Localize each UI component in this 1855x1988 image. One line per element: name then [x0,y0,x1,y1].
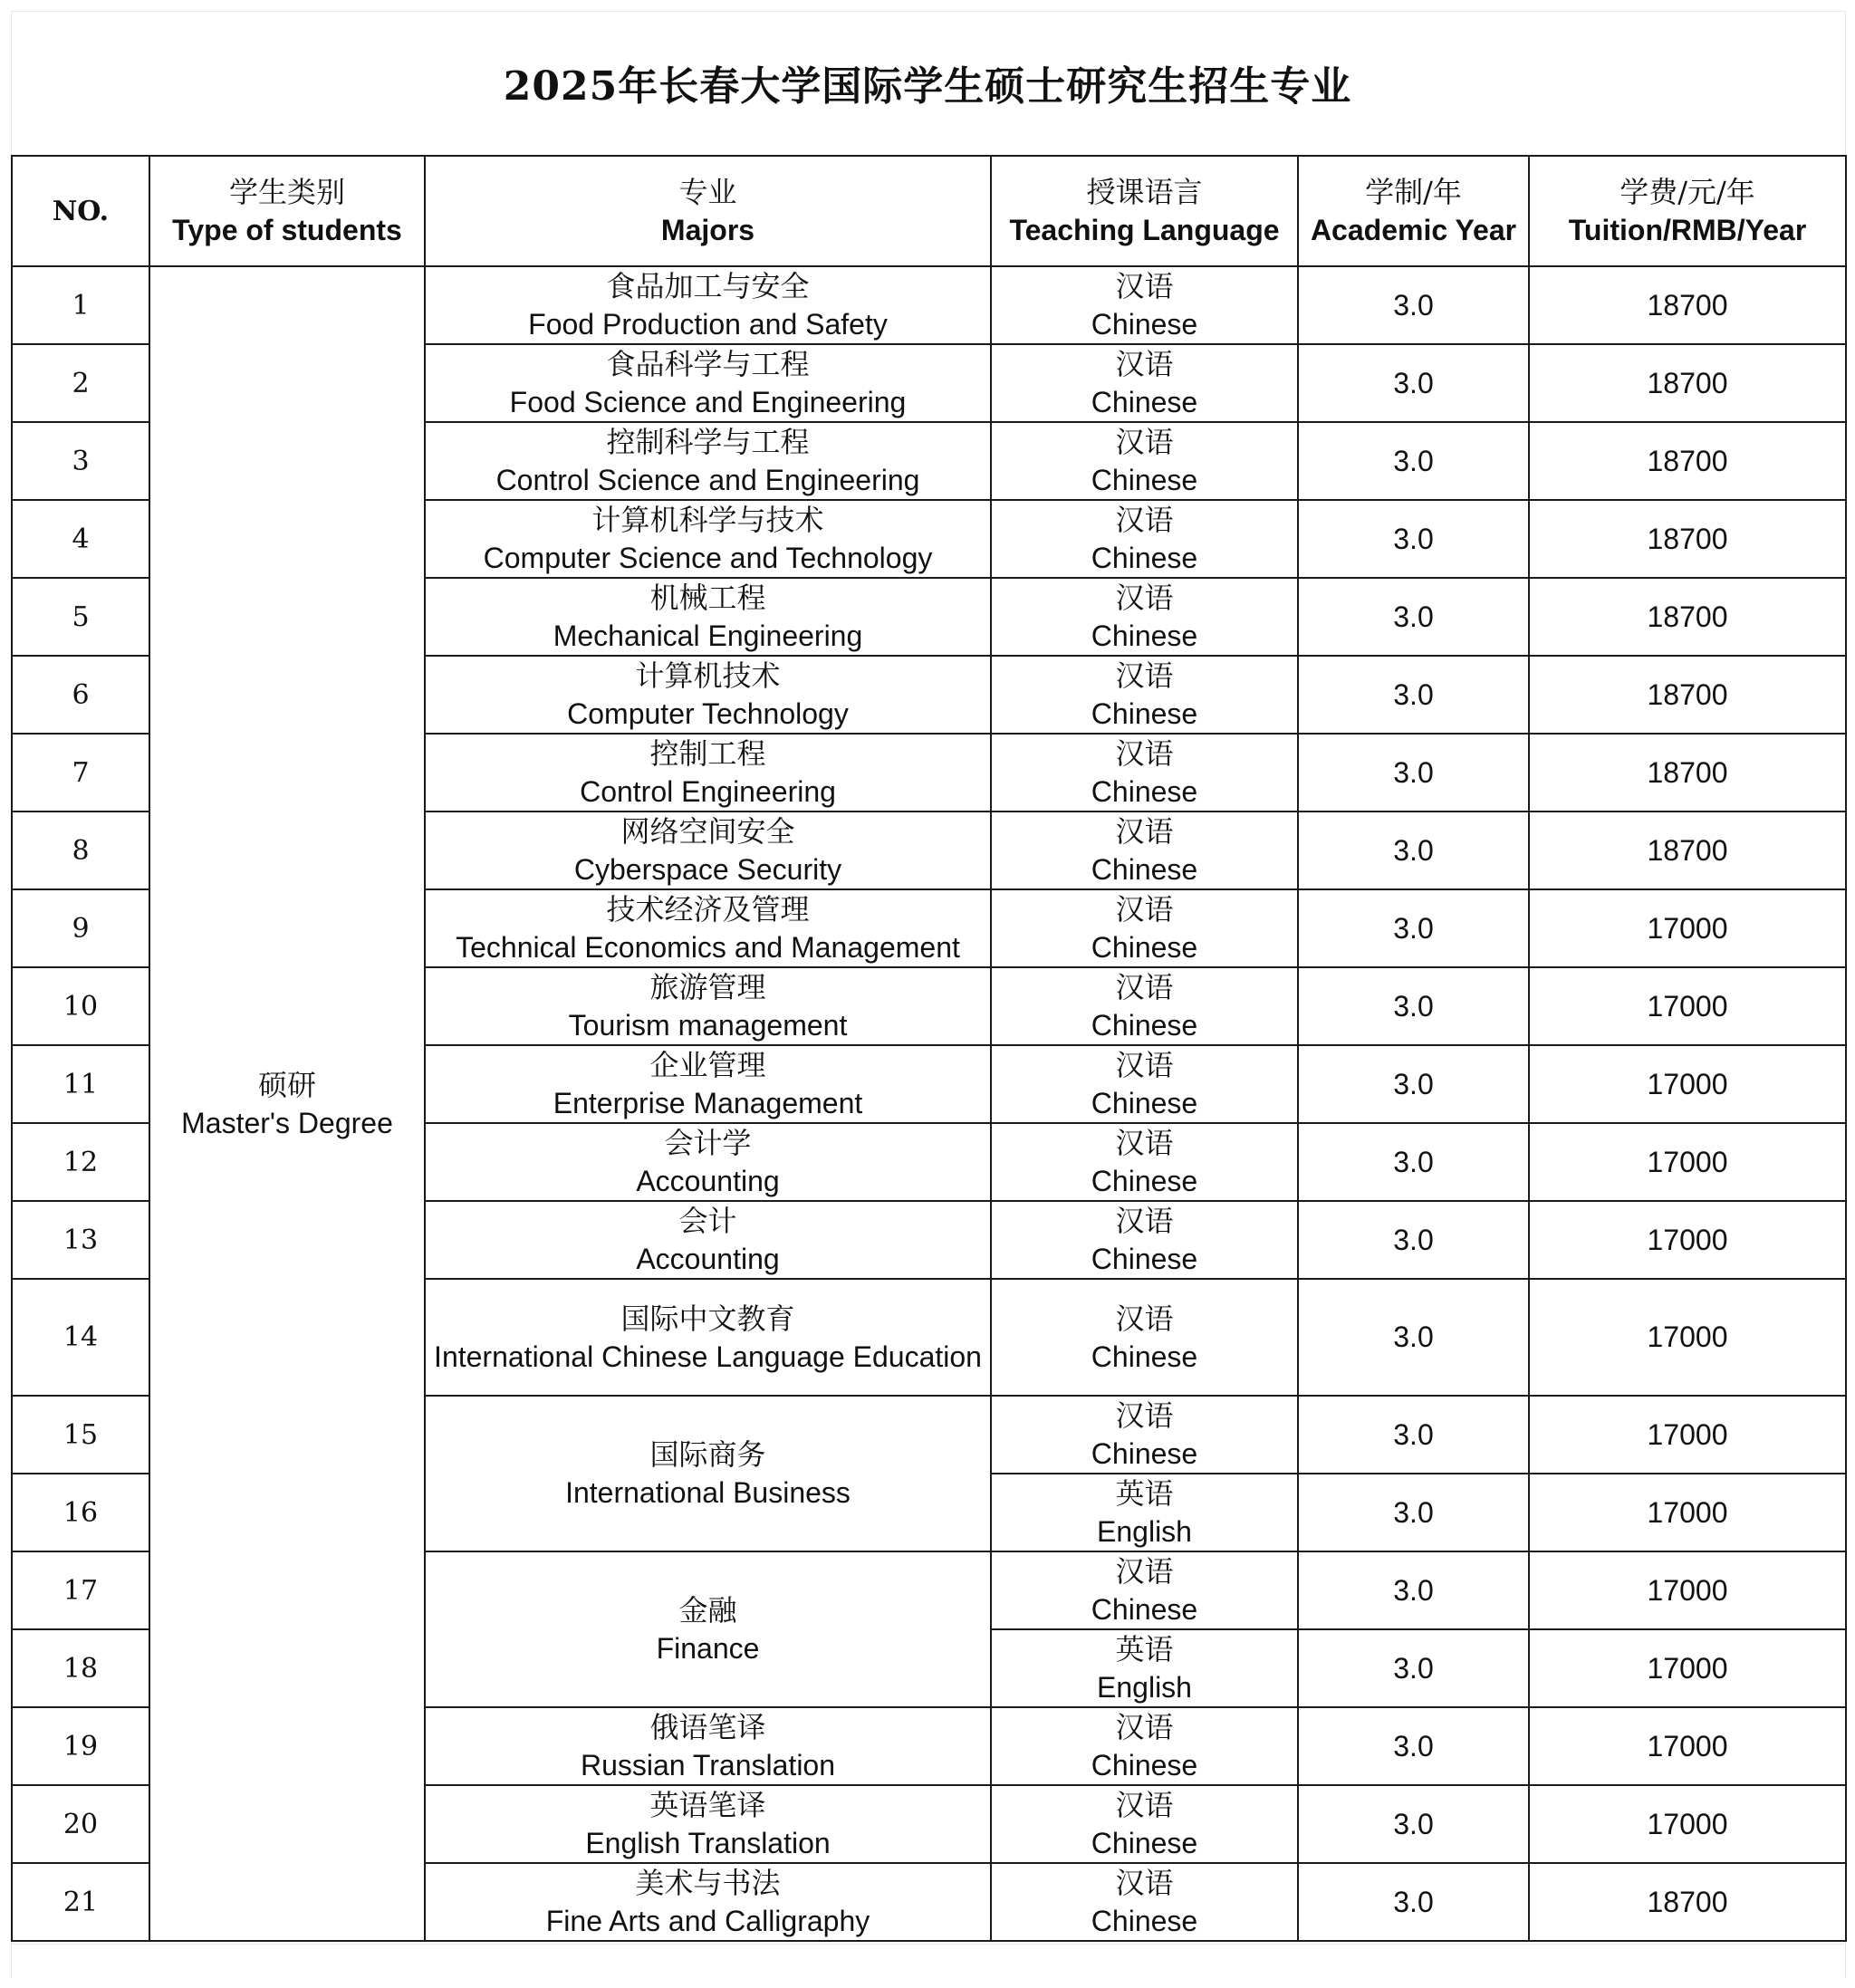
language-en: Chinese [1091,1009,1198,1042]
academic-years: 3.0 [1393,366,1434,399]
fee-cell [1529,1474,1846,1551]
academic-years: 3.0 [1393,1651,1434,1685]
row-number: 13 [62,1224,99,1256]
fee-cell [1529,1863,1846,1941]
major-zh: 机械工程 [649,581,766,615]
major-en: Cyberspace Security [573,853,842,886]
language-en: Chinese [1091,1749,1198,1782]
page-title: 2025年长春大学国际学生硕士研究生招生专业 [503,63,1352,110]
row-number-cell [12,1396,149,1474]
language-en: English [1097,1515,1192,1548]
language-cell [991,1551,1298,1629]
tuition-fee: 17000 [1647,1729,1728,1762]
row-number: 16 [62,1496,99,1529]
row-number: 4 [72,523,90,555]
language-cell [991,344,1298,422]
major-zh: 美术与书法 [635,1866,781,1900]
years-cell [1298,422,1529,500]
language-zh: 汉语 [1115,736,1174,771]
row-number-cell [12,422,149,500]
major-cell [425,1201,991,1279]
row-number: 11 [62,1068,99,1100]
row-number: 8 [72,834,90,867]
major-en: Enterprise Management [553,1087,863,1119]
language-en: Chinese [1091,386,1198,418]
sheet-bottom-strip [11,1944,1844,1979]
academic-years: 3.0 [1393,989,1434,1023]
years-cell [1298,266,1529,344]
years-cell [1298,1045,1529,1123]
row-number-cell [12,1201,149,1279]
language-cell [991,500,1298,578]
student-type-zh: 硕研 [257,1067,316,1102]
language-cell [991,812,1298,889]
academic-years: 3.0 [1393,1223,1434,1256]
major-en: Finance [656,1632,760,1665]
tuition-fee: 18700 [1647,833,1728,867]
language-zh: 汉语 [1115,970,1174,1004]
language-cell [991,656,1298,734]
major-cell [425,812,991,889]
language-en: Chinese [1091,1593,1198,1626]
academic-years: 3.0 [1393,1495,1434,1529]
major-zh: 旅游管理 [649,970,766,1004]
header-no: NO. [12,156,149,266]
tuition-fee: 18700 [1647,444,1728,477]
tuition-fee: 18700 [1647,677,1728,711]
language-en: Chinese [1091,931,1198,964]
major-en: Control Engineering [580,775,836,808]
major-zh: 食品科学与工程 [606,347,810,381]
header-major [425,156,991,266]
major-cell [425,266,991,344]
language-zh: 汉语 [1115,1866,1174,1900]
years-cell [1298,500,1529,578]
row-number-cell [12,1863,149,1941]
row-number: 19 [62,1730,99,1762]
academic-years: 3.0 [1393,833,1434,867]
language-en: Chinese [1091,1340,1198,1373]
major-cell [425,500,991,578]
row-number: 15 [62,1418,99,1451]
academic-years: 3.0 [1393,1145,1434,1178]
fee-cell [1529,1201,1846,1279]
tuition-fee: 17000 [1647,911,1728,945]
language-cell [991,1863,1298,1941]
academic-years: 3.0 [1393,1067,1434,1100]
language-cell [991,734,1298,812]
fee-cell [1529,1551,1846,1629]
major-cell [425,889,991,967]
row-number-cell [12,1785,149,1863]
language-zh: 汉语 [1115,1398,1174,1433]
tuition-fee: 17000 [1647,1807,1728,1840]
major-en: Computer Science and Technology [483,542,933,574]
major-cell [425,656,991,734]
major-zh: 企业管理 [649,1048,766,1082]
years-cell [1298,1707,1529,1785]
language-cell [991,1396,1298,1474]
major-zh: 会计 [678,1204,737,1238]
row-number-cell [12,889,149,967]
row-number-cell [12,656,149,734]
major-en: Accounting [636,1165,780,1197]
major-en: International Business [565,1476,851,1509]
language-en: Chinese [1091,1905,1198,1937]
header-language-zh: 授课语言 [1086,175,1203,209]
tuition-fee: 18700 [1647,522,1728,555]
language-zh: 汉语 [1115,1788,1174,1822]
major-zh: 金融 [678,1593,737,1628]
academic-years: 3.0 [1393,444,1434,477]
fee-cell [1529,1785,1846,1863]
language-cell [991,1045,1298,1123]
years-cell [1298,1474,1529,1551]
major-cell [425,1551,991,1707]
fee-cell [1529,734,1846,812]
academic-years: 3.0 [1393,600,1434,633]
row-number-cell [12,578,149,656]
fee-cell [1529,1123,1846,1201]
row-number: 20 [62,1808,99,1840]
row-number: 12 [62,1146,99,1178]
tuition-fee: 17000 [1647,989,1728,1023]
language-en: Chinese [1091,542,1198,574]
language-cell [991,1279,1298,1396]
major-cell [425,1123,991,1201]
row-number: 7 [72,756,90,789]
major-zh: 控制工程 [649,736,766,771]
major-zh: 国际中文教育 [620,1301,795,1336]
fee-cell [1529,422,1846,500]
fee-cell [1529,1629,1846,1707]
tuition-fee: 17000 [1647,1321,1728,1353]
language-cell [991,1707,1298,1785]
fee-cell [1529,812,1846,889]
years-cell [1298,1279,1529,1396]
language-cell [991,266,1298,344]
academic-years: 3.0 [1393,677,1434,711]
header-fee-en: Tuition/RMB/Year [1568,214,1807,246]
years-cell [1298,1551,1529,1629]
header-major-en: Majors [660,214,755,246]
fee-cell [1529,967,1846,1045]
language-en: Chinese [1091,1437,1198,1470]
header-fee-zh: 学费/元/年 [1620,175,1755,209]
fee-cell [1529,1279,1846,1396]
academic-years: 3.0 [1393,1885,1434,1918]
academic-years: 3.0 [1393,522,1434,555]
language-zh: 汉语 [1115,658,1174,693]
language-cell [991,1201,1298,1279]
major-cell [425,1707,991,1785]
major-en: International Chinese Language Education [434,1340,982,1373]
academic-years: 3.0 [1393,755,1434,789]
language-zh: 汉语 [1115,581,1174,615]
language-en: Chinese [1091,308,1198,341]
language-zh: 汉语 [1115,269,1174,303]
majors-table [11,155,1847,1942]
tuition-fee: 18700 [1647,600,1728,633]
header-language [991,156,1298,266]
language-en: Chinese [1091,1165,1198,1197]
header-row [12,156,1846,266]
row-number: 17 [62,1574,99,1607]
language-en: English [1097,1671,1192,1704]
language-zh: 汉语 [1115,503,1174,537]
row-number-cell [12,500,149,578]
major-cell [425,422,991,500]
major-en: Computer Technology [567,697,849,730]
language-en: Chinese [1091,1243,1198,1275]
table-body [12,266,1846,1941]
header-major-zh: 专业 [678,175,737,209]
student-type-en: Master's Degree [181,1106,393,1139]
fee-cell [1529,500,1846,578]
row-number-cell [12,1551,149,1629]
header-fee [1529,156,1846,266]
language-zh: 英语 [1115,1632,1174,1666]
language-zh: 汉语 [1115,1554,1174,1589]
major-zh: 计算机技术 [635,658,781,693]
language-zh: 汉语 [1115,425,1174,459]
years-cell [1298,812,1529,889]
language-cell [991,422,1298,500]
row-number-cell [12,1279,149,1396]
years-cell [1298,889,1529,967]
row-number-cell [12,1123,149,1201]
row-number-cell [12,734,149,812]
academic-years: 3.0 [1393,911,1434,945]
tuition-fee: 17000 [1647,1067,1728,1100]
academic-years: 3.0 [1393,1417,1434,1451]
header-language-en: Teaching Language [1009,214,1280,246]
row-number: 2 [72,367,90,399]
header-type-en: Type of students [172,214,402,246]
major-en: Accounting [636,1243,780,1275]
major-cell [425,734,991,812]
language-zh: 汉语 [1115,347,1174,381]
language-en: Chinese [1091,1827,1198,1859]
major-cell [425,344,991,422]
language-en: Chinese [1091,853,1198,886]
language-cell [991,889,1298,967]
row-number: 21 [62,1886,99,1918]
major-cell [425,578,991,656]
major-en: Mechanical Engineering [553,619,863,652]
language-en: Chinese [1091,775,1198,808]
language-zh: 汉语 [1115,1048,1174,1082]
language-zh: 汉语 [1115,814,1174,849]
major-en: Tourism management [568,1009,848,1042]
major-zh: 食品加工与安全 [606,269,810,303]
major-cell [425,1785,991,1863]
row-number: 10 [62,990,99,1023]
row-number-cell [12,1707,149,1785]
language-cell [991,1785,1298,1863]
academic-years: 3.0 [1393,1573,1434,1607]
major-cell [425,1396,991,1551]
fee-cell [1529,1045,1846,1123]
major-zh: 俄语笔译 [649,1710,766,1744]
major-zh: 会计学 [664,1126,752,1160]
tuition-fee: 17000 [1647,1417,1728,1451]
major-zh: 英语笔译 [649,1788,766,1822]
row-number: 5 [72,600,90,633]
major-en: English Translation [585,1827,831,1859]
fee-cell [1529,1707,1846,1785]
major-en: Technical Economics and Management [456,931,960,964]
row-number-cell [12,1629,149,1707]
language-zh: 英语 [1115,1476,1174,1511]
fee-cell [1529,266,1846,344]
major-cell [425,1279,991,1396]
fee-cell [1529,889,1846,967]
language-en: Chinese [1091,697,1198,730]
row-number-cell [12,344,149,422]
tuition-fee: 18700 [1647,366,1728,399]
row-number-cell [12,266,149,344]
major-en: Control Science and Engineering [495,464,920,496]
years-cell [1298,578,1529,656]
fee-cell [1529,344,1846,422]
row-number: 1 [72,289,90,322]
student-type-cell [149,266,425,1941]
major-zh: 控制科学与工程 [606,425,810,459]
tuition-fee: 17000 [1647,1495,1728,1529]
years-cell [1298,1629,1529,1707]
years-cell [1298,1123,1529,1201]
tuition-fee: 18700 [1647,288,1728,322]
fee-cell [1529,656,1846,734]
header-type [149,156,425,266]
row-number-cell [12,812,149,889]
years-cell [1298,656,1529,734]
major-cell [425,1045,991,1123]
row-number: 9 [72,912,90,945]
major-zh: 国际商务 [649,1437,766,1472]
years-cell [1298,967,1529,1045]
row-number-cell [12,1045,149,1123]
years-cell [1298,344,1529,422]
language-en: Chinese [1091,1087,1198,1119]
row-number: 14 [62,1321,99,1353]
fee-cell [1529,1396,1846,1474]
language-cell [991,1474,1298,1551]
row-number: 3 [72,445,90,477]
tuition-fee: 18700 [1647,755,1728,789]
major-zh: 技术经济及管理 [606,892,810,927]
language-zh: 汉语 [1115,1126,1174,1160]
tuition-fee: 18700 [1647,1885,1728,1918]
header-type-zh: 学生类别 [228,175,345,209]
fee-cell [1529,578,1846,656]
language-cell [991,1123,1298,1201]
language-cell [991,578,1298,656]
language-cell [991,1629,1298,1707]
academic-years: 3.0 [1393,288,1434,322]
header-years-en: Academic Year [1310,214,1517,246]
table-row [12,266,1846,344]
language-cell [991,967,1298,1045]
major-en: Fine Arts and Calligraphy [545,1905,870,1937]
title-row [11,11,1844,154]
tuition-fee: 17000 [1647,1223,1728,1256]
header-years-zh: 学制/年 [1365,175,1462,209]
language-zh: 汉语 [1115,1710,1174,1744]
language-en: Chinese [1091,464,1198,496]
language-zh: 汉语 [1115,1204,1174,1238]
years-cell [1298,734,1529,812]
years-cell [1298,1785,1529,1863]
major-cell [425,967,991,1045]
academic-years: 3.0 [1393,1807,1434,1840]
row-number: 18 [62,1652,99,1685]
major-en: Russian Translation [580,1749,836,1782]
major-zh: 网络空间安全 [620,814,795,849]
major-zh: 计算机科学与技术 [591,503,824,537]
academic-years: 3.0 [1393,1321,1434,1353]
major-en: Food Science and Engineering [509,386,907,418]
language-en: Chinese [1091,619,1198,652]
row-number: 6 [72,678,90,711]
tuition-fee: 17000 [1647,1651,1728,1685]
years-cell [1298,1863,1529,1941]
major-cell [425,1863,991,1941]
tuition-fee: 17000 [1647,1145,1728,1178]
language-zh: 汉语 [1115,892,1174,927]
row-number-cell [12,967,149,1045]
header-years [1298,156,1529,266]
tuition-fee: 17000 [1647,1573,1728,1607]
row-number-cell [12,1474,149,1551]
major-en: Food Production and Safety [528,308,888,341]
language-zh: 汉语 [1115,1301,1174,1336]
years-cell [1298,1396,1529,1474]
academic-years: 3.0 [1393,1729,1434,1762]
years-cell [1298,1201,1529,1279]
